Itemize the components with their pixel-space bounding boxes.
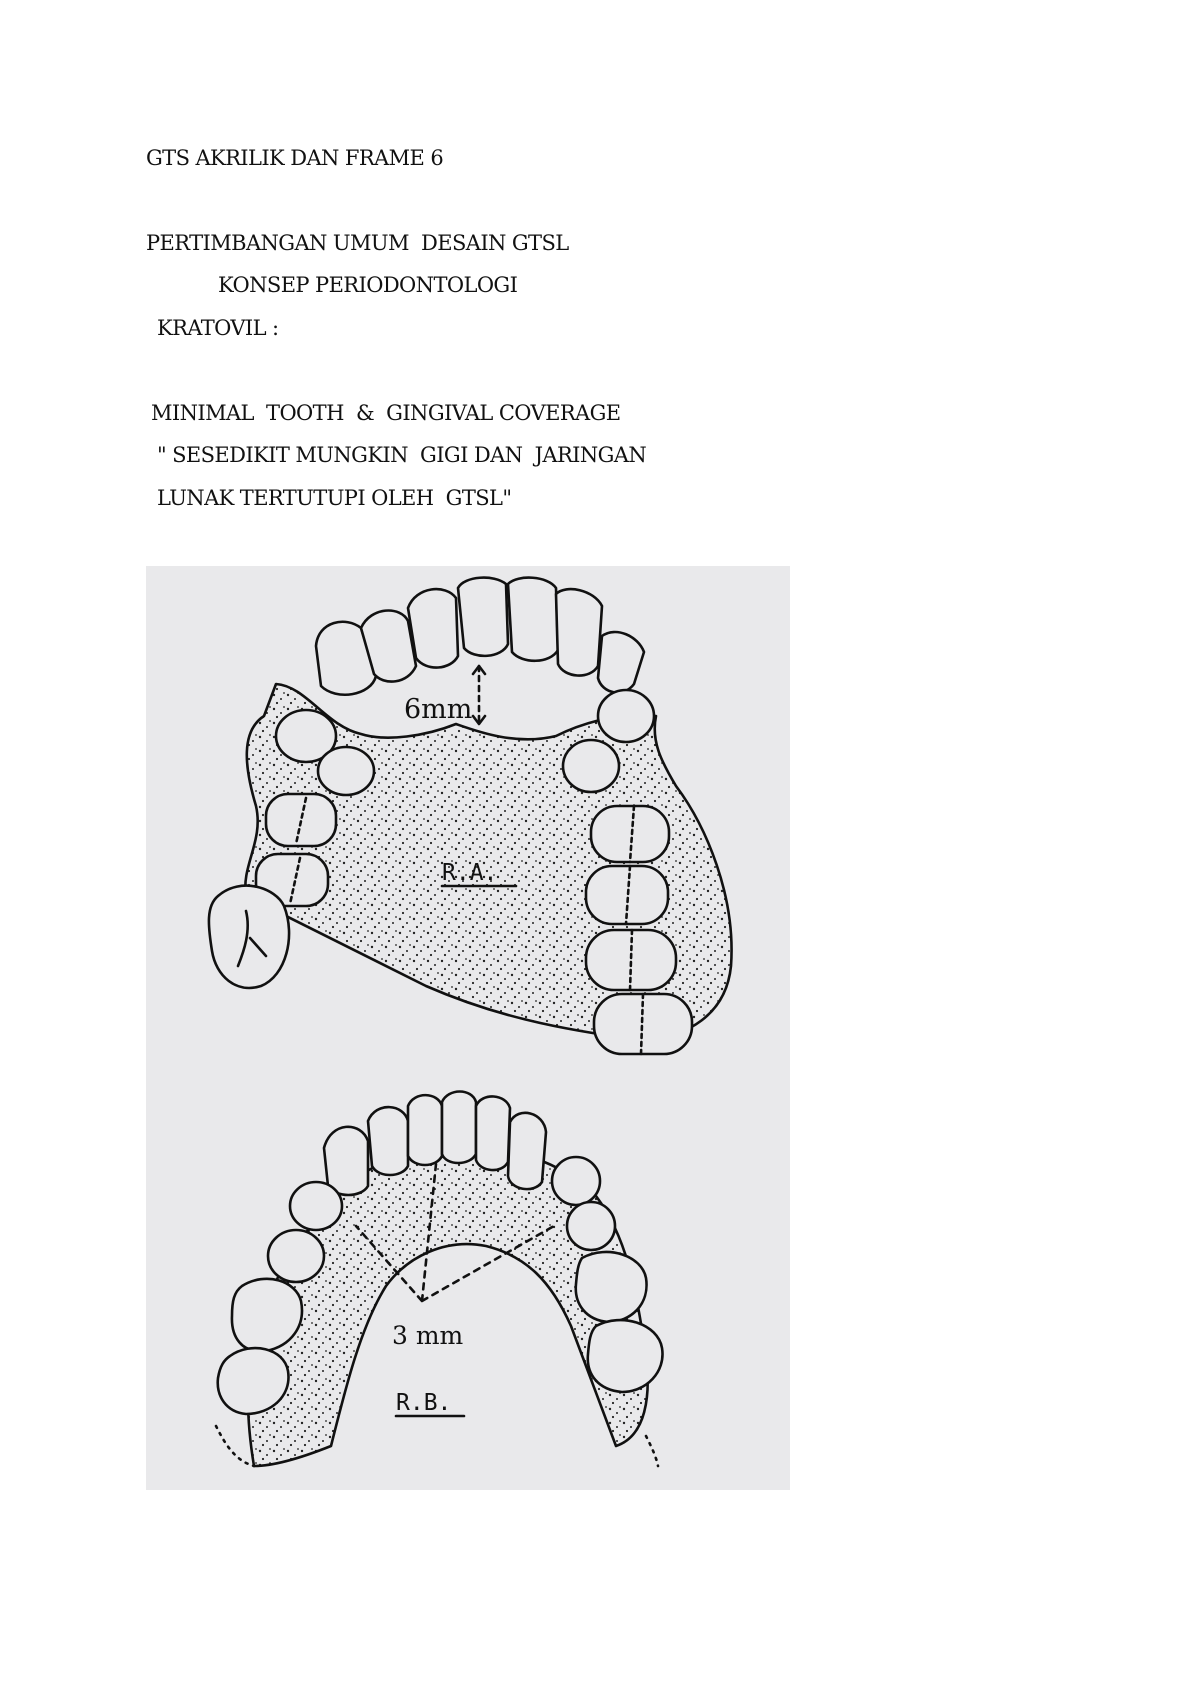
upper-tooth-7 bbox=[598, 632, 644, 693]
upper-left-premolar-2 bbox=[318, 747, 374, 795]
denture-design-figure bbox=[146, 566, 790, 1490]
lower-right-molar-1 bbox=[576, 1252, 647, 1322]
lower-tooth-2 bbox=[368, 1107, 408, 1175]
upper-measure-text: 6mm bbox=[404, 694, 473, 725]
lower-tooth-6 bbox=[508, 1113, 546, 1189]
upper-tooth-4 bbox=[458, 578, 508, 656]
author-label: KRATOVIL : bbox=[157, 316, 279, 340]
denture-diagram bbox=[146, 566, 790, 1490]
upper-left-isolated-tooth bbox=[209, 886, 289, 988]
upper-arch-label: R.A. bbox=[442, 860, 498, 886]
upper-right-premolar-2 bbox=[563, 740, 619, 792]
upper-left-molar-1 bbox=[266, 794, 336, 846]
lower-tooth-5 bbox=[476, 1096, 510, 1170]
lower-right-tooth-1 bbox=[552, 1157, 600, 1205]
concept-subheading: KONSEP PERIODONTOLOGI bbox=[218, 273, 518, 297]
principle-text: MINIMAL TOOTH & GINGIVAL COVERAGE bbox=[151, 401, 621, 425]
lower-tooth-4 bbox=[442, 1092, 476, 1164]
lower-left-tooth-1 bbox=[290, 1182, 342, 1230]
lower-measure-text: 3 mm bbox=[392, 1321, 464, 1350]
quote-line-1: " SESEDIKIT MUNGKIN GIGI DAN JARINGAN bbox=[157, 443, 647, 467]
lower-right-tooth-2 bbox=[567, 1202, 615, 1250]
document-title: GTS AKRILIK DAN FRAME 6 bbox=[146, 146, 444, 170]
quote-line-2: LUNAK TERTUTUPI OLEH GTSL" bbox=[157, 486, 512, 510]
upper-tooth-3 bbox=[408, 589, 458, 667]
upper-arch bbox=[209, 578, 732, 1054]
lower-right-molar-2 bbox=[588, 1320, 663, 1392]
lower-tooth-3 bbox=[408, 1095, 442, 1165]
section-heading: PERTIMBANGAN UMUM DESAIN GTSL bbox=[146, 231, 569, 255]
lower-left-tooth-2 bbox=[268, 1230, 324, 1282]
upper-right-premolar-1 bbox=[598, 690, 654, 742]
upper-tooth-6 bbox=[556, 589, 602, 675]
lower-arch-label: R.B. bbox=[396, 1390, 452, 1416]
upper-tooth-5 bbox=[508, 578, 558, 661]
